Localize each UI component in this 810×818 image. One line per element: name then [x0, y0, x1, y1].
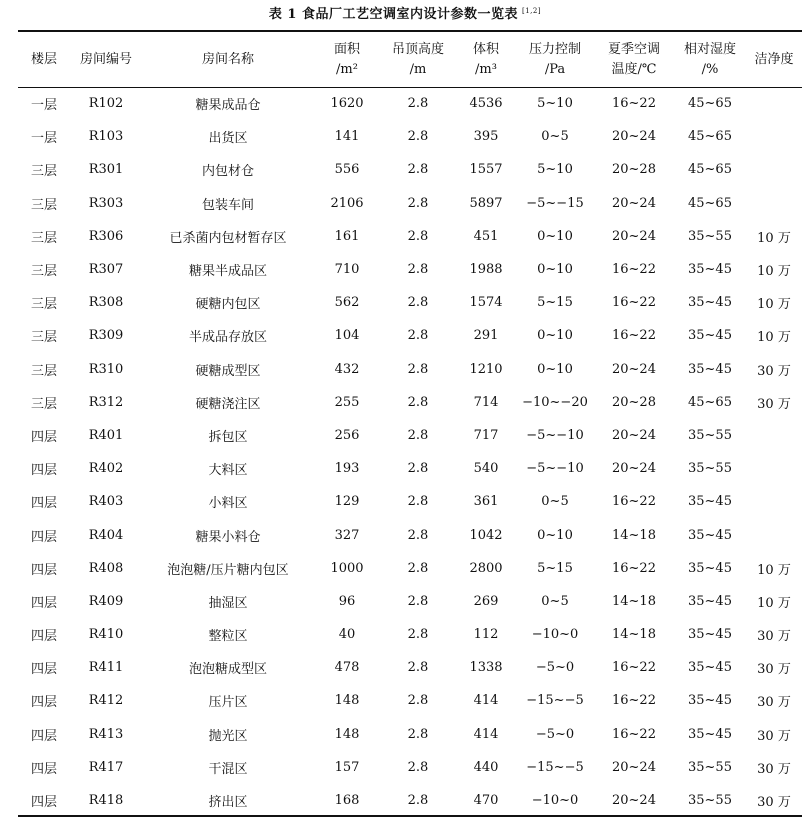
volume-cell: 414: [473, 726, 499, 742]
col-floor: 楼层: [30, 51, 57, 67]
cleanliness-cell: [746, 187, 802, 220]
floor-cell: 四层: [30, 629, 57, 645]
pressure-cell: 0~5: [541, 129, 569, 145]
area-cell: 1620: [330, 96, 364, 112]
humidity-cell: 35~45: [688, 361, 732, 377]
summer-temp-cell: 20~24: [612, 461, 656, 477]
room-name-cell: 小料区: [208, 496, 248, 512]
volume-cell: 112: [473, 627, 499, 643]
floor-cell: 四层: [30, 529, 57, 545]
area-cell: 327: [334, 527, 360, 543]
table-row: [18, 618, 802, 651]
pressure-cell: 5~10: [537, 162, 573, 178]
humidity-cell: 35~55: [688, 793, 732, 809]
pressure-cell: 0~10: [537, 328, 573, 344]
humidity-cell: 35~45: [688, 295, 732, 311]
humidity-cell: 35~45: [688, 693, 732, 709]
area-cell: 129: [334, 494, 360, 510]
room-name-cell: 抽湿区: [208, 595, 248, 611]
table-title: 表 1 食品厂工艺空调室内设计参数一览表: [268, 7, 518, 22]
pressure-cell: 5~15: [537, 295, 573, 311]
room-no-cell: R102: [88, 96, 124, 112]
volume-cell: 1557: [469, 162, 503, 178]
floor-cell: 三层: [30, 297, 57, 313]
pressure-cell: −10~0: [531, 793, 579, 809]
table-row: [18, 684, 802, 717]
table-row: [18, 286, 802, 319]
volume-cell: 540: [473, 461, 499, 477]
room-no-cell: R417: [88, 759, 124, 775]
table-row: [18, 452, 802, 485]
col-ceiling-height: 吊顶高度 /m: [391, 41, 444, 77]
ceiling-height-cell: 2.8: [407, 162, 429, 178]
room-name-cell: 硬糖浇注区: [195, 396, 261, 412]
room-name-cell: 糖果成品仓: [195, 98, 261, 114]
table-row: [18, 220, 802, 253]
room-no-cell: R306: [88, 228, 124, 244]
area-cell: 432: [334, 361, 360, 377]
summer-temp-cell: 20~24: [612, 427, 656, 443]
pressure-cell: −5~−15: [526, 195, 584, 211]
humidity-cell: 35~45: [688, 328, 732, 344]
volume-cell: 1574: [469, 295, 503, 311]
volume-cell: 1042: [469, 527, 503, 543]
summer-temp-cell: 14~18: [612, 593, 656, 609]
room-name-cell: 泡泡糖/压片糖内包区: [167, 562, 289, 578]
pressure-cell: −10~0: [531, 627, 579, 643]
humidity-cell: 35~45: [688, 660, 732, 676]
ceiling-height-cell: 2.8: [407, 660, 429, 676]
ceiling-height-cell: 2.8: [407, 262, 429, 278]
summer-temp-cell: 20~28: [612, 394, 656, 410]
table-row: [18, 87, 802, 120]
room-name-cell: 包装车间: [201, 197, 254, 213]
humidity-cell: 45~65: [688, 394, 732, 410]
table-row: [18, 419, 802, 452]
cleanliness-cell: 30 万: [757, 728, 791, 744]
ceiling-height-cell: 2.8: [407, 361, 429, 377]
room-no-cell: R312: [88, 394, 124, 410]
volume-cell: 451: [473, 228, 499, 244]
summer-temp-cell: 16~22: [612, 660, 656, 676]
area-cell: 255: [334, 394, 360, 410]
floor-cell: 四层: [30, 761, 57, 777]
cleanliness-cell: [746, 153, 802, 186]
floor-cell: 三层: [30, 164, 57, 180]
room-name-cell: 压片区: [208, 695, 248, 711]
table-row: [18, 784, 802, 817]
room-name-cell: 整粒区: [208, 629, 248, 645]
room-no-cell: R303: [88, 195, 124, 211]
area-cell: 141: [334, 129, 360, 145]
area-cell: 157: [334, 759, 360, 775]
area-cell: 478: [334, 660, 360, 676]
floor-cell: 四层: [30, 728, 57, 744]
ceiling-height-cell: 2.8: [407, 228, 429, 244]
table-row: [18, 718, 802, 751]
cleanliness-cell: 30 万: [757, 396, 791, 412]
summer-temp-cell: 14~18: [612, 627, 656, 643]
room-name-cell: 抛光区: [208, 728, 248, 744]
pressure-cell: 0~10: [537, 361, 573, 377]
area-cell: 556: [334, 162, 360, 178]
cleanliness-cell: 10 万: [757, 595, 791, 611]
floor-cell: 三层: [30, 363, 57, 379]
volume-cell: 414: [473, 693, 499, 709]
table-row: [18, 253, 802, 286]
room-name-cell: 挤出区: [208, 795, 248, 811]
humidity-cell: 45~65: [688, 129, 732, 145]
floor-cell: 四层: [30, 429, 57, 445]
volume-cell: 440: [473, 759, 499, 775]
cleanliness-cell: 30 万: [757, 761, 791, 777]
cleanliness-cell: 10 万: [757, 562, 791, 578]
ceiling-height-cell: 2.8: [407, 328, 429, 344]
volume-cell: 2800: [469, 560, 503, 576]
col-pressure: 压力控制 /Pa: [528, 41, 581, 77]
room-name-cell: 半成品存放区: [188, 330, 267, 346]
table-row: [18, 485, 802, 518]
humidity-cell: 35~55: [688, 759, 732, 775]
pressure-cell: −5~0: [535, 660, 575, 676]
area-cell: 168: [334, 793, 360, 809]
room-no-cell: R410: [88, 627, 124, 643]
room-no-cell: R401: [88, 427, 124, 443]
summer-temp-cell: 20~24: [612, 129, 656, 145]
floor-cell: 三层: [30, 230, 57, 246]
area-cell: 193: [334, 461, 360, 477]
pressure-cell: 0~5: [541, 593, 569, 609]
cleanliness-cell: 10 万: [757, 297, 791, 313]
pressure-cell: −5~0: [535, 726, 575, 742]
floor-cell: 四层: [30, 662, 57, 678]
humidity-cell: 35~45: [688, 593, 732, 609]
floor-cell: 一层: [30, 98, 57, 114]
ceiling-height-cell: 2.8: [407, 129, 429, 145]
room-no-cell: R307: [88, 262, 124, 278]
room-name-cell: 拆包区: [208, 429, 248, 445]
area-cell: 96: [338, 593, 356, 609]
ceiling-height-cell: 2.8: [407, 461, 429, 477]
pressure-cell: 0~5: [541, 494, 569, 510]
area-cell: 148: [334, 726, 360, 742]
ceiling-height-cell: 2.8: [407, 295, 429, 311]
room-name-cell: 泡泡糖成型区: [188, 662, 267, 678]
summer-temp-cell: 20~24: [612, 228, 656, 244]
table-row: [18, 585, 802, 618]
ceiling-height-cell: 2.8: [407, 593, 429, 609]
humidity-cell: 35~45: [688, 494, 732, 510]
pressure-cell: −5~−10: [526, 427, 584, 443]
table-row: [18, 120, 802, 153]
table-row: [18, 552, 802, 585]
room-no-cell: R402: [88, 461, 124, 477]
ceiling-height-cell: 2.8: [407, 195, 429, 211]
humidity-cell: 35~45: [688, 262, 732, 278]
room-no-cell: R403: [88, 494, 124, 510]
room-no-cell: R301: [88, 162, 124, 178]
ceiling-height-cell: 2.8: [407, 427, 429, 443]
floor-cell: 三层: [30, 264, 57, 280]
room-no-cell: R310: [88, 361, 124, 377]
table-row: [18, 153, 802, 186]
humidity-cell: 35~55: [688, 461, 732, 477]
summer-temp-cell: 14~18: [612, 527, 656, 543]
room-no-cell: R408: [88, 560, 124, 576]
room-no-cell: R309: [88, 328, 124, 344]
area-cell: 256: [334, 427, 360, 443]
pressure-cell: −10~−20: [522, 394, 588, 410]
col-room-no: 房间编号: [79, 51, 132, 67]
summer-temp-cell: 16~22: [612, 262, 656, 278]
volume-cell: 1338: [469, 660, 503, 676]
area-cell: 710: [334, 262, 360, 278]
col-cleanliness: 洁净度: [754, 51, 794, 67]
col-room-name: 房间名称: [201, 51, 254, 67]
unit-m2: /m²: [336, 61, 358, 77]
cleanliness-cell: [746, 419, 802, 452]
floor-cell: 三层: [30, 330, 57, 346]
pressure-cell: 0~10: [537, 527, 573, 543]
room-name-cell: 大料区: [208, 463, 248, 479]
col-summer-temp: 夏季空调 温度/℃: [607, 41, 660, 77]
volume-cell: 714: [473, 394, 499, 410]
summer-temp-cell: 16~22: [612, 693, 656, 709]
parameter-table: [18, 32, 802, 817]
area-cell: 2106: [330, 195, 364, 211]
volume-cell: 361: [473, 494, 499, 510]
table-row: [18, 353, 802, 386]
area-cell: 40: [338, 627, 356, 643]
col-humidity: 相对湿度 /%: [683, 41, 736, 77]
pressure-cell: −5~−10: [526, 461, 584, 477]
cleanliness-cell: [746, 120, 802, 153]
area-cell: 148: [334, 693, 360, 709]
humidity-cell: 45~65: [688, 195, 732, 211]
ceiling-height-cell: 2.8: [407, 759, 429, 775]
summer-temp-cell: 16~22: [612, 96, 656, 112]
humidity-cell: 35~55: [688, 427, 732, 443]
volume-cell: 1988: [469, 262, 503, 278]
summer-temp-cell: 20~24: [612, 759, 656, 775]
pressure-cell: 0~10: [537, 228, 573, 244]
room-no-cell: R308: [88, 295, 124, 311]
floor-cell: 四层: [30, 595, 57, 611]
ceiling-height-cell: 2.8: [407, 627, 429, 643]
table-body: [18, 87, 802, 817]
ceiling-height-cell: 2.8: [407, 527, 429, 543]
pressure-cell: 5~15: [537, 560, 573, 576]
room-name-cell: 糖果半成品区: [188, 264, 267, 280]
floor-cell: 四层: [30, 562, 57, 578]
room-no-cell: R413: [88, 726, 124, 742]
humidity-cell: 45~65: [688, 162, 732, 178]
floor-cell: 一层: [30, 131, 57, 147]
pressure-cell: −15~−5: [526, 693, 584, 709]
room-no-cell: R404: [88, 527, 124, 543]
cleanliness-cell: 30 万: [757, 662, 791, 678]
floor-cell: 三层: [30, 396, 57, 412]
header-row: [18, 32, 802, 87]
cleanliness-cell: [746, 518, 802, 551]
pressure-cell: 0~10: [537, 262, 573, 278]
floor-cell: 四层: [30, 496, 57, 512]
table-row: [18, 386, 802, 419]
room-name-cell: 已杀菌内包材暂存区: [169, 230, 287, 246]
humidity-cell: 35~45: [688, 527, 732, 543]
cleanliness-cell: [746, 485, 802, 518]
humidity-cell: 35~45: [688, 726, 732, 742]
cleanliness-cell: 10 万: [757, 330, 791, 346]
room-name-cell: 糖果小料仓: [195, 529, 261, 545]
cleanliness-cell: [746, 452, 802, 485]
floor-cell: 四层: [30, 795, 57, 811]
room-no-cell: R412: [88, 693, 124, 709]
cleanliness-cell: 30 万: [757, 363, 791, 379]
volume-cell: 4536: [469, 96, 503, 112]
volume-cell: 470: [473, 793, 499, 809]
citation-marker: [1,2]: [522, 6, 542, 15]
pressure-cell: −15~−5: [526, 759, 584, 775]
area-cell: 161: [334, 228, 360, 244]
humidity-cell: 35~55: [688, 228, 732, 244]
summer-temp-cell: 16~22: [612, 295, 656, 311]
room-name-cell: 硬糖内包区: [195, 297, 261, 313]
table-row: [18, 187, 802, 220]
room-no-cell: R418: [88, 793, 124, 809]
cleanliness-cell: 10 万: [757, 264, 791, 280]
ceiling-height-cell: 2.8: [407, 793, 429, 809]
ceiling-height-cell: 2.8: [407, 693, 429, 709]
table-header: [18, 32, 802, 87]
area-cell: 104: [334, 328, 360, 344]
floor-cell: 四层: [30, 695, 57, 711]
ceiling-height-cell: 2.8: [407, 726, 429, 742]
cleanliness-cell: 30 万: [757, 795, 791, 811]
area-cell: 1000: [330, 560, 364, 576]
volume-cell: 717: [473, 427, 499, 443]
summer-temp-cell: 20~24: [612, 195, 656, 211]
room-name-cell: 内包材仓: [201, 164, 254, 180]
summer-temp-cell: 20~28: [612, 162, 656, 178]
cleanliness-cell: 30 万: [757, 629, 791, 645]
pressure-cell: 5~10: [537, 96, 573, 112]
humidity-cell: 35~45: [688, 560, 732, 576]
volume-cell: 395: [473, 129, 499, 145]
table-caption: [0, 3, 810, 22]
cleanliness-cell: 30 万: [757, 695, 791, 711]
room-no-cell: R411: [88, 660, 124, 676]
volume-cell: 1210: [469, 361, 503, 377]
ceiling-height-cell: 2.8: [407, 560, 429, 576]
humidity-cell: 35~45: [688, 627, 732, 643]
table-row: [18, 751, 802, 784]
summer-temp-cell: 20~24: [612, 361, 656, 377]
cleanliness-cell: 10 万: [757, 230, 791, 246]
col-area: 面积 /m²: [314, 32, 380, 87]
area-cell: 562: [334, 295, 360, 311]
summer-temp-cell: 16~22: [612, 726, 656, 742]
col-volume: 体积 /m³: [472, 41, 499, 77]
humidity-cell: 45~65: [688, 96, 732, 112]
ceiling-height-cell: 2.8: [407, 96, 429, 112]
floor-cell: 四层: [30, 463, 57, 479]
summer-temp-cell: 16~22: [612, 560, 656, 576]
table-row: [18, 651, 802, 684]
room-name-cell: 出货区: [208, 131, 248, 147]
ceiling-height-cell: 2.8: [407, 494, 429, 510]
volume-cell: 291: [473, 328, 499, 344]
ceiling-height-cell: 2.8: [407, 394, 429, 410]
room-name-cell: 硬糖成型区: [195, 363, 261, 379]
table-row: [18, 319, 802, 352]
room-no-cell: R103: [88, 129, 124, 145]
floor-cell: 三层: [30, 197, 57, 213]
summer-temp-cell: 16~22: [612, 494, 656, 510]
volume-cell: 5897: [469, 195, 503, 211]
room-name-cell: 干混区: [208, 761, 248, 777]
summer-temp-cell: 16~22: [612, 328, 656, 344]
room-no-cell: R409: [88, 593, 124, 609]
table-row: [18, 518, 802, 551]
summer-temp-cell: 20~24: [612, 793, 656, 809]
cleanliness-cell: [746, 87, 802, 120]
volume-cell: 269: [473, 593, 499, 609]
